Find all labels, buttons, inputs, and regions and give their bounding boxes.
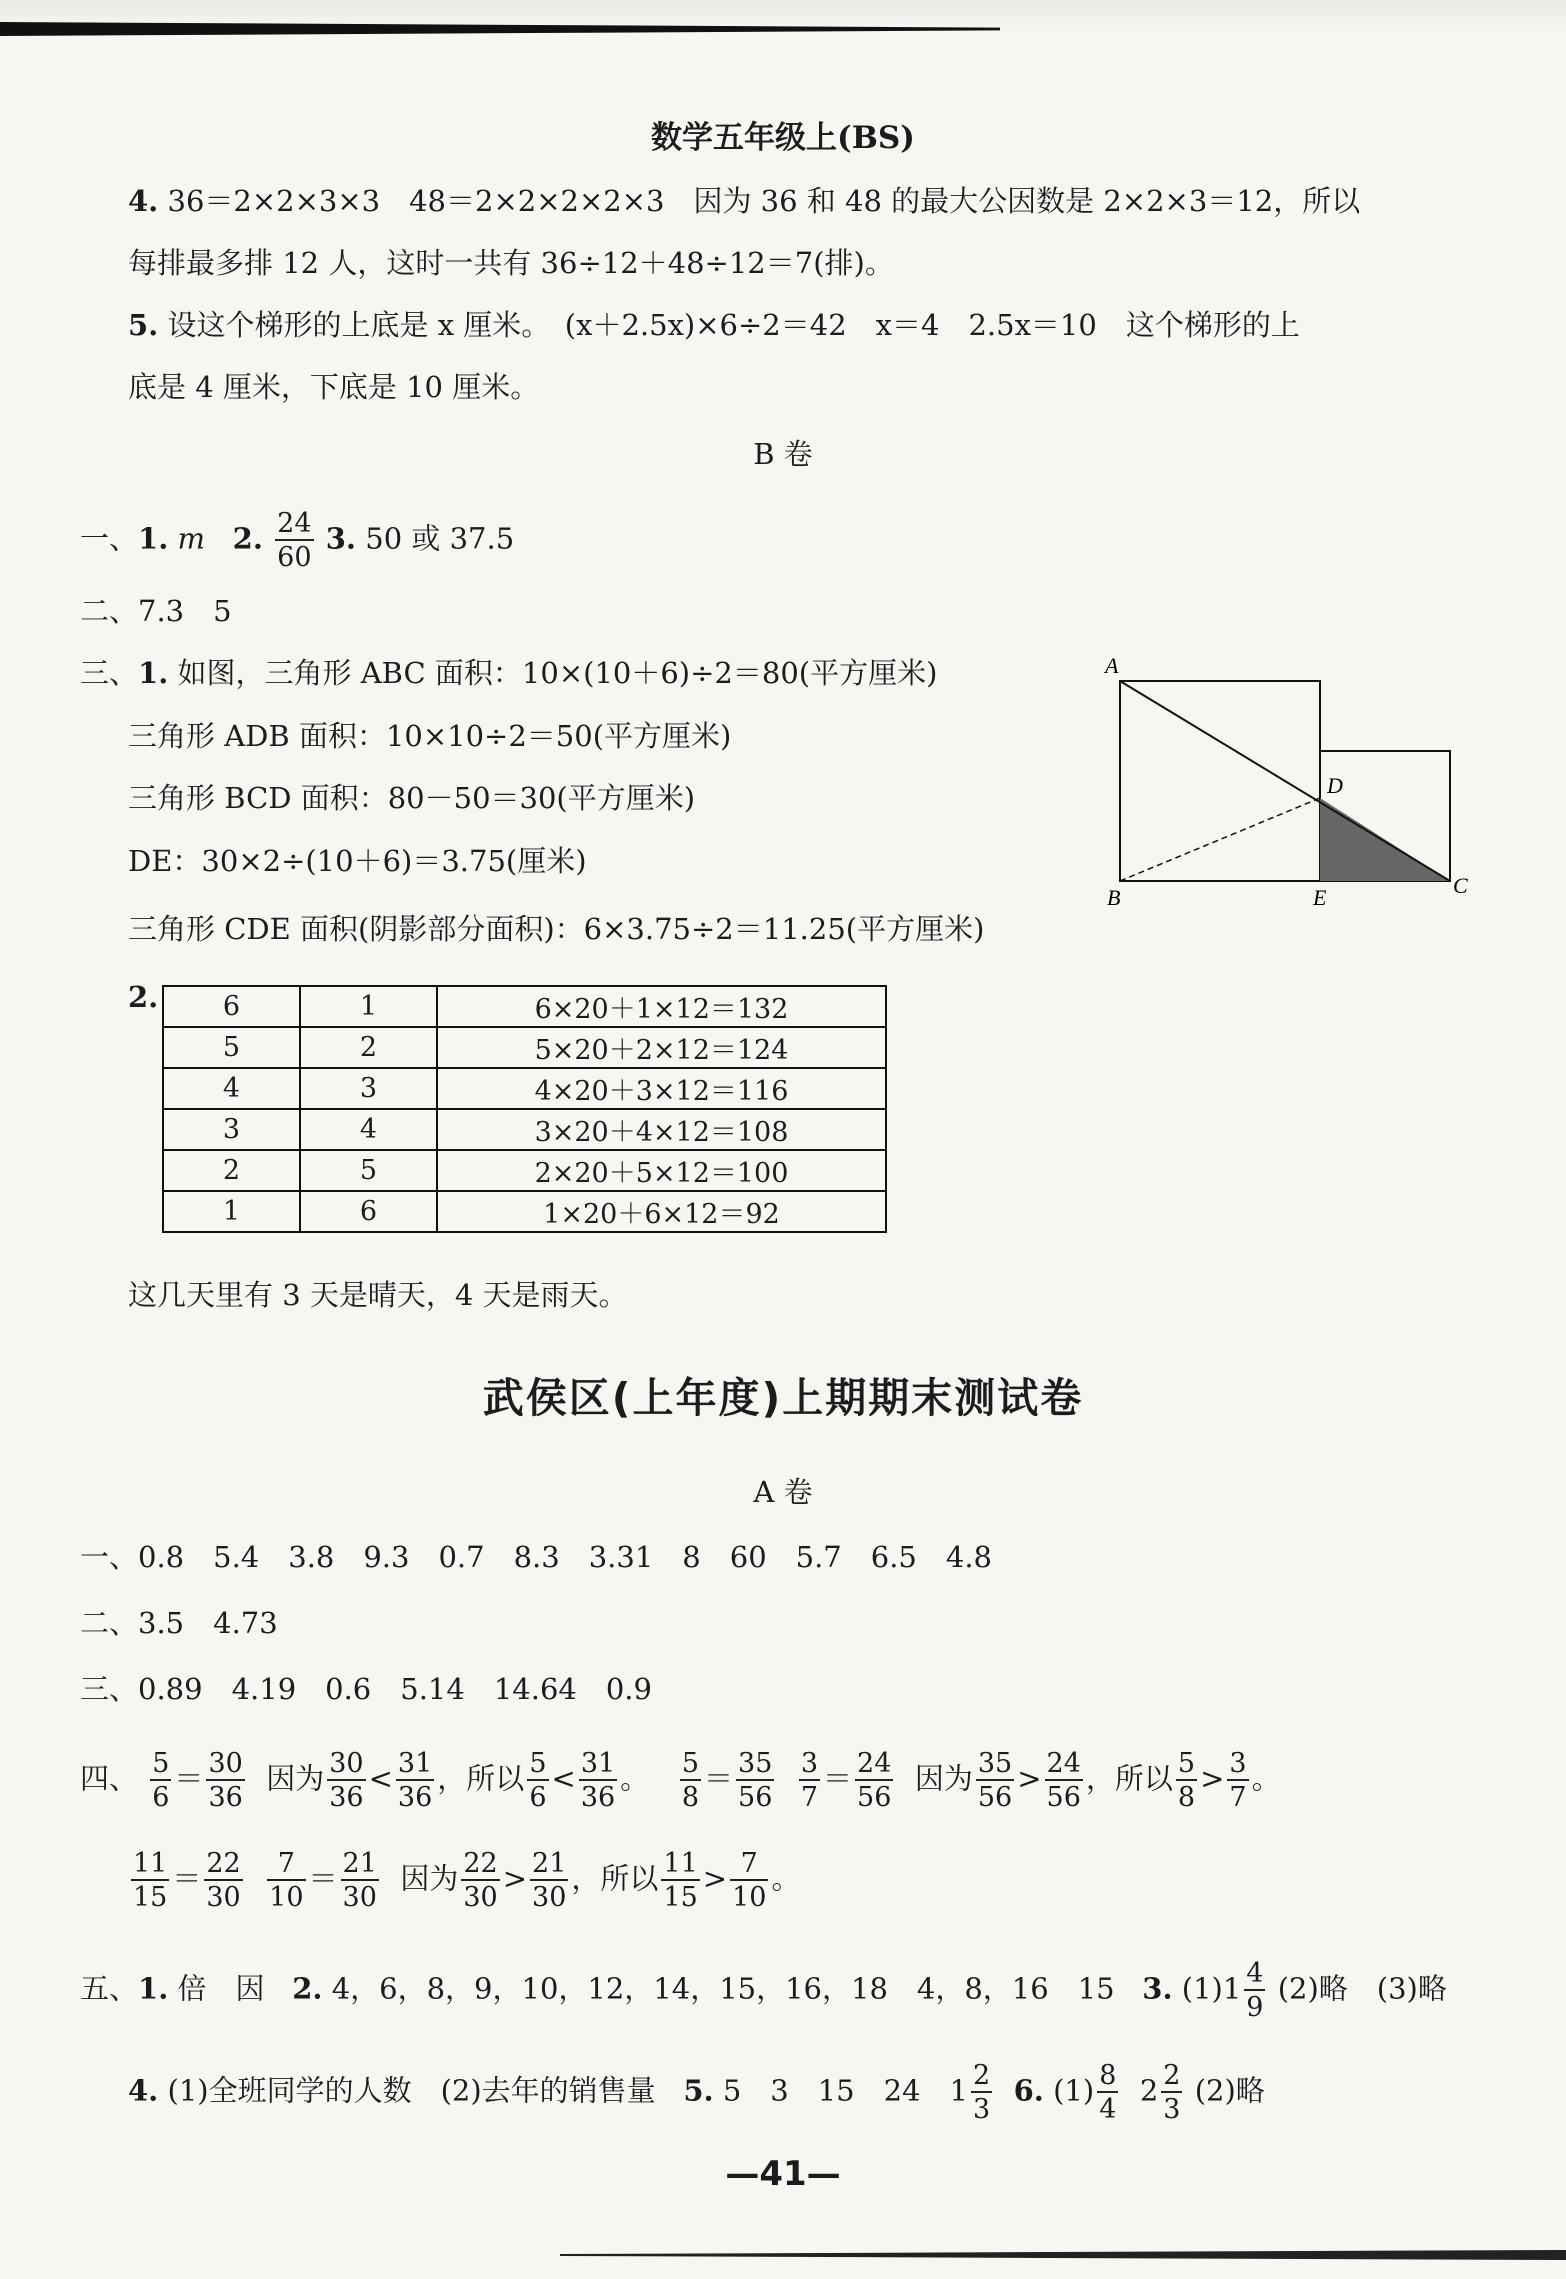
table-cell: 5 — [300, 1150, 437, 1191]
exam-s5-line2: 4. (1)全班同学的人数 (2)去年的销售量 5. 5 3 15 24 1 $\frac{2}{3}$ 6. (1) $\frac{8}{4}$ 2 $\frac{2}{3}$ (2)略 — [128, 2060, 1265, 2125]
q5-line2: 底是 4 厘米，下底是 10 厘米。 — [128, 370, 540, 404]
q4-line1: 4. 36＝2×2×3×3 48＝2×2×2×2×3 因为 36 和 48 的最大公因数是 2×2×3＝12，所以 — [128, 184, 1361, 218]
table-cell: 3 — [300, 1068, 437, 1109]
table-cell: 5×20＋2×12＝124 — [437, 1027, 886, 1068]
b-s3-line4: DE：30×2÷(10＋6)＝3.75(厘米) — [128, 844, 587, 878]
table-cell: 3×20＋4×12＝108 — [437, 1109, 886, 1150]
table-row — [163, 986, 886, 1027]
label-e: E — [1313, 885, 1327, 910]
table-cell: 1×20＋6×12＝92 — [437, 1191, 886, 1232]
b-s3-line2: 三角形 ADB 面积：10×10÷2＝50(平方厘米) — [128, 719, 732, 753]
table-row — [163, 1150, 886, 1191]
table-cell: 6 — [163, 986, 300, 1027]
table-cell: 5 — [163, 1027, 300, 1068]
table-cell: 3 — [163, 1109, 300, 1150]
exam-s4-line1: 四、 $\frac{5}{6}$ ＝ $\frac{30}{36}$ 因为 $\frac{30}{36}$ < $\frac{31}{36}$ ，所以 $\frac{5}{6}$ < $\frac{31}{36}$ 。 $\frac{5}{8}$ ＝ $\frac{35}{56}$ $\frac{3}{7}$ ＝ $\frac{24}{56}$ 因为 $\frac{35}{56}$ > $\frac{24}{56}$ ，所以 $\frac{5}{8}$ > $\frac{3}{7}$ 。 — [80, 1748, 1281, 1813]
triangle-figure — [1095, 655, 1475, 915]
exam-title: 武侯区(上年度)上期期末测试卷 — [482, 1374, 1084, 1422]
q5-line1: 5. 设这个梯形的上底是 x 厘米。 (x＋2.5x)×6÷2＝42 x＝4 2.5x＝10 这个梯形的上 — [128, 308, 1300, 342]
table-row — [163, 1191, 886, 1232]
line-ac — [1120, 681, 1450, 881]
table-cell: 6 — [300, 1191, 437, 1232]
label-b: B — [1107, 885, 1121, 910]
fraction: $\frac{24}{60}$ — [277, 508, 312, 573]
label-c: C — [1453, 873, 1468, 898]
table-cell: 1 — [163, 1191, 300, 1232]
table-row — [163, 1027, 886, 1068]
weather-table — [162, 985, 887, 1233]
large-square — [1120, 681, 1320, 881]
line-bd — [1120, 798, 1320, 881]
table-cell: 4×20＋3×12＝116 — [437, 1068, 886, 1109]
b-s3-line1: 三、1. 如图，三角形 ABC 面积：10×(10＋6)÷2＝80(平方厘米) — [80, 656, 938, 690]
b-s3-line5: 三角形 CDE 面积(阴影部分面积)：6×3.75÷2＝11.25(平方厘米) — [128, 912, 985, 946]
table-cell: 2 — [300, 1027, 437, 1068]
b-s2: 二、7.3 5 — [80, 594, 232, 628]
b-s3-q2-num: 2. — [128, 980, 159, 1014]
exam-s5-line1: 五、1. 倍 因 2. 4，6，8，9，10，12，14，15，16，18 4，8，16 15 3. (1)1 $\frac{4}{9}$ (2)略 (3)略 — [80, 1958, 1447, 2023]
table-cell: 2×20＋5×12＝100 — [437, 1150, 886, 1191]
table-cell: 6×20＋1×12＝132 — [437, 986, 886, 1027]
exam-s3: 三、0.89 4.19 0.6 5.14 14.64 0.9 — [80, 1672, 652, 1706]
label-a: A — [1105, 655, 1119, 678]
b-s1: 一、1. m 2. $\frac{24}{60}$ 3. 50 或 37.5 — [80, 508, 515, 573]
page-number: —41— — [725, 2154, 841, 2194]
exam-a-label: A 卷 — [753, 1475, 813, 1509]
label-d: D — [1327, 773, 1343, 798]
table-cell: 4 — [163, 1068, 300, 1109]
b-s3-line3: 三角形 BCD 面积：80－50＝30(平方厘米) — [128, 781, 696, 815]
q4-line2: 每排最多排 12 人，这时一共有 36÷12＋48÷12＝7(排)。 — [128, 246, 894, 280]
table-cell: 2 — [163, 1150, 300, 1191]
exam-s2: 二、3.5 4.73 — [80, 1606, 278, 1640]
table-row — [163, 1109, 886, 1150]
table-row — [163, 1068, 886, 1109]
exam-s1: 一、0.8 5.4 3.8 9.3 0.7 8.3 3.31 8 60 5.7 6.5 4.8 — [80, 1540, 992, 1574]
bottom-rule — [560, 2250, 1566, 2260]
running-header: 数学五年级上(BS) — [651, 120, 915, 156]
b-conclusion: 这几天里有 3 天是晴天，4 天是雨天。 — [128, 1278, 628, 1312]
table-cell: 1 — [300, 986, 437, 1027]
exam-s4-line2: $\frac{11}{15}$ ＝ $\frac{22}{30}$ $\frac{7}{10}$ ＝ $\frac{21}{30}$ 因为 $\frac{22}{30}$ > $\frac{21}{30}$ ，所以 $\frac{11}{15}$ > $\frac{7}{10}$ 。 — [133, 1848, 801, 1913]
section-b-label: B 卷 — [753, 437, 813, 471]
table-cell: 4 — [300, 1109, 437, 1150]
